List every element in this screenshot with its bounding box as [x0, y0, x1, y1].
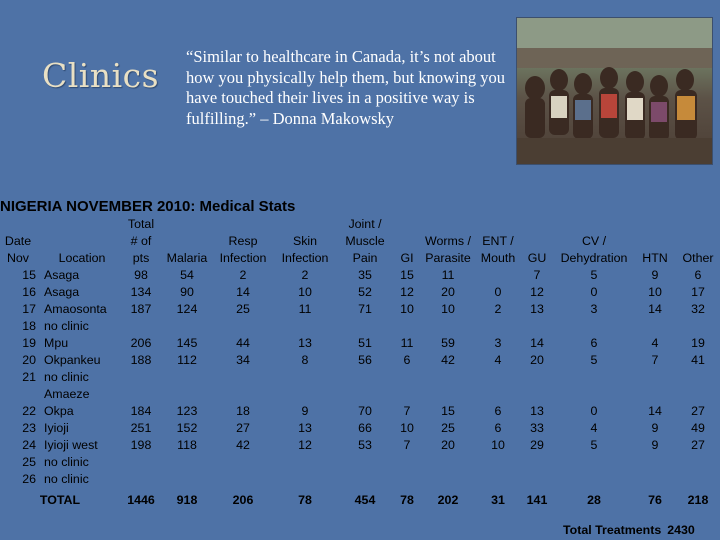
value-cell [394, 317, 420, 334]
value-cell [554, 317, 634, 334]
value-cell [162, 385, 212, 402]
date-cell: 15 [22, 267, 36, 282]
date-cell [0, 385, 40, 402]
value-cell [420, 453, 476, 470]
total-value-cell: 31 [491, 492, 505, 507]
value-cell: 6 [590, 335, 598, 350]
value-cell: 2 [301, 267, 309, 282]
value-cell: 6 [694, 267, 702, 282]
value-cell [634, 453, 676, 470]
date-cell: 25 [22, 454, 36, 469]
value-cell: 7 [651, 352, 659, 367]
value-cell: 10 [298, 284, 312, 299]
value-cell: 15 [441, 403, 455, 418]
value-cell [520, 317, 554, 334]
value-cell [476, 385, 520, 402]
table-row [0, 266, 720, 283]
date-cell: 17 [22, 301, 36, 316]
value-cell: 0 [494, 284, 502, 299]
date-cell: 19 [22, 335, 36, 350]
table-row [0, 470, 720, 487]
value-cell: 251 [130, 420, 152, 435]
value-cell [120, 470, 162, 487]
value-cell: 145 [176, 335, 198, 350]
value-cell [520, 470, 554, 487]
column-header [274, 215, 336, 232]
value-cell: 9 [651, 437, 659, 452]
column-header: GU [527, 251, 547, 265]
value-cell: 11 [441, 267, 455, 282]
grand-total-label: Total Treatments [563, 523, 662, 537]
value-cell: 7 [533, 267, 541, 282]
value-cell: 53 [358, 437, 372, 452]
value-cell: 8 [301, 352, 309, 367]
table-row [0, 402, 720, 419]
value-cell: 20 [441, 437, 455, 452]
column-header [476, 215, 520, 232]
total-value-cell: 454 [354, 492, 376, 507]
column-header: Worms / [425, 234, 471, 248]
value-cell: 4 [494, 352, 502, 367]
value-cell: 12 [400, 284, 414, 299]
total-value-cell: 206 [232, 492, 254, 507]
value-cell [274, 317, 336, 334]
value-cell: 10 [491, 437, 505, 452]
column-header [40, 232, 120, 249]
value-cell: 19 [691, 335, 705, 350]
column-header: CV / [581, 234, 607, 248]
value-cell [476, 368, 520, 385]
value-cell: 3 [590, 301, 598, 316]
location-cell: Iyioji west [44, 437, 98, 452]
value-cell [274, 470, 336, 487]
value-cell [212, 317, 274, 334]
value-cell: 20 [441, 284, 455, 299]
value-cell [520, 368, 554, 385]
value-cell: 35 [358, 267, 372, 282]
value-cell: 198 [130, 437, 152, 452]
column-header: Other [682, 251, 714, 265]
value-cell: 9 [651, 267, 659, 282]
column-header [676, 232, 720, 249]
value-cell: 14 [648, 301, 662, 316]
table-header [0, 215, 720, 266]
value-cell [476, 317, 520, 334]
value-cell [274, 368, 336, 385]
value-cell [336, 385, 394, 402]
value-cell: 27 [691, 437, 705, 452]
value-cell: 41 [691, 352, 705, 367]
value-cell: 59 [441, 335, 455, 350]
value-cell: 3 [494, 335, 502, 350]
column-header: Parasite [425, 251, 471, 265]
value-cell: 187 [130, 301, 152, 316]
column-header [40, 215, 120, 232]
value-cell [420, 317, 476, 334]
table-row [0, 436, 720, 453]
location-cell: Amaosonta [44, 301, 107, 316]
table-row [0, 300, 720, 317]
date-cell: 23 [22, 420, 36, 435]
header-row [0, 232, 720, 249]
value-cell: 29 [530, 437, 544, 452]
value-cell: 18 [236, 403, 250, 418]
value-cell [554, 453, 634, 470]
value-cell: 70 [358, 403, 372, 418]
value-cell [162, 453, 212, 470]
location-cell: no clinic [44, 369, 89, 384]
value-cell: 10 [400, 420, 414, 435]
value-cell [212, 470, 274, 487]
value-cell: 6 [494, 420, 502, 435]
value-cell: 10 [441, 301, 455, 316]
value-cell: 42 [236, 437, 250, 452]
slide-title: Clinics [42, 56, 160, 95]
value-cell: 2 [239, 267, 247, 282]
value-cell: 206 [130, 335, 152, 350]
value-cell: 6 [494, 403, 502, 418]
value-cell [336, 368, 394, 385]
value-cell: 32 [691, 301, 705, 316]
column-header: Skin [292, 234, 318, 248]
value-cell [274, 453, 336, 470]
value-cell: 90 [180, 284, 194, 299]
value-cell [476, 453, 520, 470]
value-cell: 134 [130, 284, 152, 299]
quote-text: “Similar to healthcare in Canada, it’s not about how you physically help them, but knowing you have touched their lives in a positive way is fulfilling.” – Donna Makowsky [186, 47, 505, 128]
total-value-cell: 76 [648, 492, 662, 507]
date-cell: 21 [22, 369, 36, 384]
value-cell: 27 [236, 420, 250, 435]
value-cell: 152 [176, 420, 198, 435]
location-cell: Asaga [44, 267, 80, 282]
column-header [676, 215, 720, 232]
column-header: Total [127, 217, 155, 231]
value-cell: 15 [400, 267, 414, 282]
value-cell [336, 453, 394, 470]
value-cell [394, 453, 420, 470]
date-cell: 26 [22, 471, 36, 486]
column-header [634, 215, 676, 232]
date-cell: 18 [22, 318, 36, 333]
value-cell: 17 [691, 284, 705, 299]
value-cell [394, 470, 420, 487]
date-cell: 24 [22, 437, 36, 452]
value-cell [162, 470, 212, 487]
value-cell: 13 [530, 301, 544, 316]
value-cell: 184 [130, 403, 152, 418]
column-header: # of [130, 234, 152, 248]
column-header [394, 232, 420, 249]
total-value-cell: 28 [587, 492, 601, 507]
column-header [0, 215, 40, 232]
value-cell [120, 385, 162, 402]
column-header: pts [132, 251, 150, 265]
value-cell [634, 385, 676, 402]
header-row [0, 249, 720, 266]
value-cell: 56 [358, 352, 372, 367]
column-header: Joint / [348, 217, 382, 231]
value-cell: 27 [691, 403, 705, 418]
value-cell: 5 [590, 437, 598, 452]
value-cell [120, 453, 162, 470]
value-cell: 71 [358, 301, 372, 316]
value-cell [420, 368, 476, 385]
column-header: Muscle [345, 234, 385, 248]
value-cell [676, 317, 720, 334]
value-cell: 7 [403, 437, 411, 452]
table-row [0, 453, 720, 470]
value-cell [554, 470, 634, 487]
column-header [394, 215, 420, 232]
total-value-cell: 1446 [127, 492, 155, 507]
value-cell: 51 [358, 335, 372, 350]
value-cell: 49 [691, 420, 705, 435]
column-header: Infection [219, 251, 267, 265]
value-cell: 33 [530, 420, 544, 435]
value-cell: 66 [358, 420, 372, 435]
value-cell: 13 [298, 420, 312, 435]
total-value-cell: 918 [176, 492, 198, 507]
value-cell: 123 [176, 403, 198, 418]
value-cell [676, 368, 720, 385]
value-cell: 2 [494, 301, 502, 316]
column-header: Mouth [480, 251, 516, 265]
value-cell: 44 [236, 335, 250, 350]
totals-row [0, 487, 720, 508]
location-cell: Okpa [44, 403, 74, 418]
column-header [554, 215, 634, 232]
column-header: Nov [6, 251, 30, 265]
column-header [212, 215, 274, 232]
table-row [0, 419, 720, 436]
value-cell: 9 [301, 403, 309, 418]
table-row [0, 351, 720, 368]
table-body [0, 266, 720, 508]
value-cell: 4 [651, 335, 659, 350]
value-cell: 10 [400, 301, 414, 316]
grand-total [563, 523, 695, 537]
value-cell: 188 [130, 352, 152, 367]
value-cell [336, 470, 394, 487]
value-cell [634, 317, 676, 334]
value-cell [162, 368, 212, 385]
date-cell: 20 [22, 352, 36, 367]
value-cell: 14 [648, 403, 662, 418]
location-cell: Okpankeu [44, 352, 101, 367]
column-header: HTN [642, 251, 668, 265]
location-cell: no clinic [44, 454, 89, 469]
value-cell: 0 [590, 403, 598, 418]
value-cell [394, 368, 420, 385]
value-cell [476, 266, 520, 283]
date-cell: 22 [22, 403, 36, 418]
location-cell: no clinic [44, 318, 89, 333]
column-header [520, 232, 554, 249]
value-cell [554, 385, 634, 402]
value-cell: 0 [590, 284, 598, 299]
location-cell: Asaga [44, 284, 80, 299]
location-cell: Mpu [44, 335, 69, 350]
value-cell: 6 [403, 352, 411, 367]
value-cell: 25 [236, 301, 250, 316]
location-cell: no clinic [44, 471, 89, 486]
value-cell: 14 [530, 335, 544, 350]
value-cell [676, 385, 720, 402]
table-row [0, 317, 720, 334]
value-cell: 11 [298, 301, 312, 316]
value-cell [476, 470, 520, 487]
total-value-cell: 78 [298, 492, 312, 507]
value-cell [336, 317, 394, 334]
value-cell [212, 453, 274, 470]
value-cell: 54 [180, 267, 194, 282]
value-cell: 25 [441, 420, 455, 435]
value-cell: 42 [441, 352, 455, 367]
value-cell [554, 368, 634, 385]
value-cell [634, 470, 676, 487]
location-cell: Iyioji [44, 420, 69, 435]
value-cell [420, 385, 476, 402]
value-cell: 124 [176, 301, 198, 316]
column-header: GI [400, 251, 414, 265]
value-cell: 34 [236, 352, 250, 367]
column-header: Pain [352, 251, 378, 265]
value-cell [394, 385, 420, 402]
stats-heading: NIGERIA NOVEMBER 2010: Medical Stats [0, 198, 296, 215]
table-row [0, 334, 720, 351]
table-row [0, 385, 720, 402]
column-header: Resp [228, 234, 258, 248]
value-cell: 112 [177, 352, 197, 367]
column-header: Date [4, 234, 32, 248]
value-cell [212, 368, 274, 385]
value-cell: 12 [298, 437, 312, 452]
value-cell [120, 317, 162, 334]
value-cell [274, 385, 336, 402]
value-cell [120, 368, 162, 385]
value-cell: 12 [530, 284, 544, 299]
value-cell: 14 [236, 284, 250, 299]
clinic-photo [516, 17, 713, 165]
totals-label: TOTAL [39, 492, 81, 507]
column-header [420, 215, 476, 232]
value-cell: 5 [590, 352, 598, 367]
value-cell [420, 470, 476, 487]
table-row [0, 283, 720, 300]
value-cell [162, 317, 212, 334]
value-cell: 13 [530, 403, 544, 418]
value-cell [634, 368, 676, 385]
column-header: ENT / [482, 234, 514, 248]
column-header [520, 215, 554, 232]
value-cell: 7 [403, 403, 411, 418]
medical-stats-table [0, 215, 720, 508]
value-cell: 9 [651, 420, 659, 435]
column-header [162, 232, 212, 249]
value-cell [212, 385, 274, 402]
value-cell: 20 [530, 352, 544, 367]
grand-total-value: 2430 [667, 523, 695, 537]
value-cell: 98 [134, 267, 148, 282]
column-header: Dehydration [560, 251, 628, 265]
table-row [0, 368, 720, 385]
value-cell: 10 [648, 284, 662, 299]
value-cell: 52 [358, 284, 372, 299]
value-cell: 4 [590, 420, 598, 435]
value-cell [520, 385, 554, 402]
column-header: Malaria [166, 251, 208, 265]
value-cell [676, 470, 720, 487]
value-cell: 5 [590, 267, 598, 282]
value-cell [676, 453, 720, 470]
total-value-cell: 218 [687, 492, 709, 507]
date-cell: 16 [22, 284, 36, 299]
value-cell [520, 453, 554, 470]
value-cell: 11 [400, 335, 414, 350]
header-row [0, 215, 720, 232]
total-value-cell: 78 [400, 492, 414, 507]
column-header [162, 215, 212, 232]
value-cell: 118 [177, 437, 197, 452]
column-header: Infection [281, 251, 329, 265]
location-cell: Amaeze [44, 386, 90, 401]
column-header [634, 232, 676, 249]
column-header: Location [58, 251, 106, 265]
value-cell: 13 [298, 335, 312, 350]
total-value-cell: 202 [437, 492, 459, 507]
total-value-cell: 141 [526, 492, 548, 507]
